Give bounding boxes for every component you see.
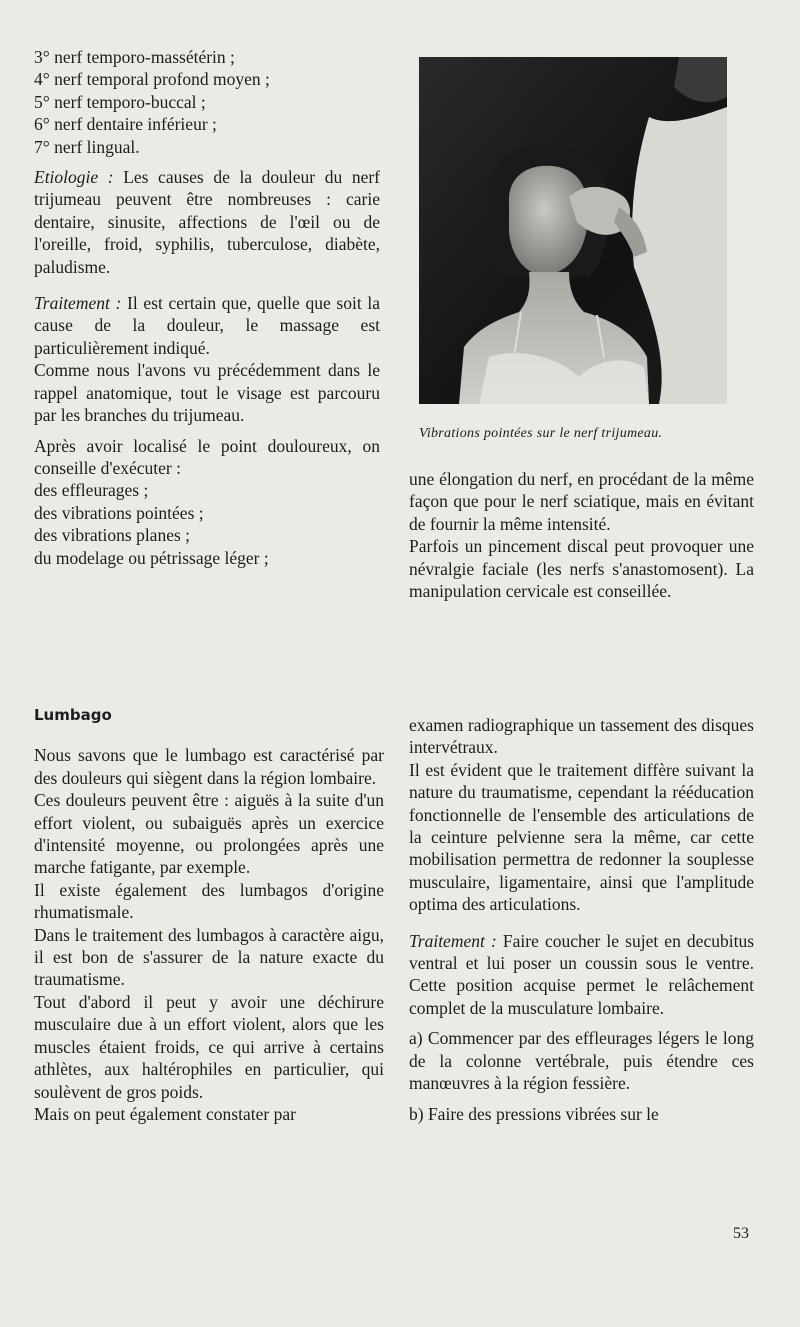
traitement-text: Faire coucher le sujet en decubitus ventral et lui poser un coussin sous le ventre. Cette position acquise permet le relâchement complet de la musculature lombaire. — [409, 930, 755, 1018]
paragraph: Comme nous l'avons vu précédemment dans le rappel anatomique, tout le visage est parcouru par les branches du trijumeau. — [34, 360, 380, 426]
etiologie-text: Les causes de la douleur du nerf trijumeau peuvent être nombreuses : carie dentaire, sinusite, affections de l'œil ou de l'oreille, froid, syphilis, tuberculose, diabète, paludisme. — [34, 167, 381, 277]
photo-vibrations-trijumeau — [419, 57, 727, 404]
right-column-top — [409, 468, 754, 602]
traitement-paragraph — [34, 292, 380, 359]
paragraph: Nous savons que le lumbago est caractérisé par des douleurs qui siègent dans la région lombaire. — [34, 745, 384, 788]
nerve-list-item: 4° nerf temporal profond moyen ; — [34, 69, 270, 90]
traitement-paragraph — [409, 930, 754, 1020]
photo-caption: Vibrations pointées sur le nerf trijumeau. — [419, 426, 663, 441]
paragraph: Tout d'abord il peut y avoir une déchirure musculaire due à un effort violent, alors que les muscles étaient froids, ce qui arrive à certains athlètes, aux haltérophiles en particulier, qui soulèvent de gros poids. — [34, 991, 384, 1102]
paragraph: Après avoir localisé le point douloureux, on conseille d'exécuter : — [34, 435, 380, 478]
nerve-list-item: 5° nerf temporo-buccal ; — [34, 91, 206, 112]
step-b: b) Faire des pressions vibrées sur le — [409, 1103, 659, 1124]
step-a: a) Commencer par des effleurages légers le long de la colonne vertébrale, puis étendre ces manœuvres à la région fessière. — [409, 1028, 754, 1094]
nerve-list-item: 7° nerf lingual. — [34, 136, 140, 157]
lumbago-section — [34, 704, 384, 1125]
page-number: 53 — [733, 1225, 749, 1242]
left-column-top — [34, 46, 380, 569]
etiologie-paragraph — [34, 166, 380, 278]
traitement-label: Traitement : — [409, 930, 497, 951]
treatment-list-item: des effleurages ; — [34, 480, 149, 501]
photo-illustration — [419, 57, 727, 404]
paragraph: Ces douleurs peuvent être : aiguës à la suite d'un effort violent, ou subaiguës après un exercice d'intensité moyenne, ou prolongées après une marche fatigante, par exemple. — [34, 790, 384, 878]
paragraph: Mais on peut également constater par — [34, 1103, 296, 1124]
paragraph: une élongation du nerf, en procédant de la même façon que pour le nerf sciatique, mais en évitant de fournir la même intensité. — [409, 469, 754, 534]
treatment-list-item: des vibrations planes ; — [34, 525, 191, 546]
section-heading: Lumbago — [34, 706, 112, 724]
paragraph: Il est évident que le traitement diffère suivant la nature du traumatisme, cependant la rééducation fonctionnelle de l'ensemble des articulations de la ceinture pelvienne sera la même, car cette mobilisation permettra de redonner la souplesse musculaire, ligamentaire, ainsi que l'amplitude optima des articulations. — [409, 759, 754, 915]
right-column-bottom — [409, 714, 754, 1125]
etiologie-label: Etiologie : — [34, 167, 114, 188]
traitement-text: Il est certain que, quelle que soit la cause de la douleur, le massage est particulièrement indiqué. — [34, 293, 380, 358]
paragraph: Dans le traitement des lumbagos à caractère aigu, il est bon de s'assurer de la nature exacte du traumatisme. — [34, 924, 384, 990]
paragraph: Parfois un pincement discal peut provoquer une névralgie faciale (les nerfs s'anastomosent). La manipulation cervicale est conseillée. — [409, 536, 754, 602]
treatment-list-item: du modelage ou pétrissage léger ; — [34, 547, 269, 568]
paragraph: examen radiographique un tassement des disques intervétraux. — [409, 715, 754, 758]
treatment-list-item: des vibrations pointées ; — [34, 502, 204, 523]
traitement-label: Traitement : — [34, 293, 122, 314]
paragraph: Il existe également des lumbagos d'origine rhumatismale. — [34, 879, 384, 923]
nerve-list-item: 6° nerf dentaire inférieur ; — [34, 114, 217, 135]
nerve-list-item: 3° nerf temporo-massétérin ; — [34, 47, 235, 67]
